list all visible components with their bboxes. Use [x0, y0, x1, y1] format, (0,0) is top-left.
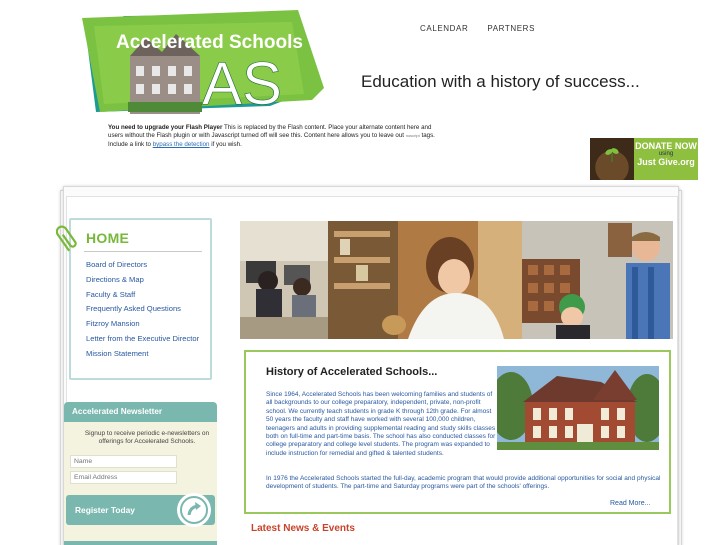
register-today-button[interactable]: [66, 495, 215, 525]
logo-mark: AS: [202, 50, 283, 117]
newsletter-name-input[interactable]: [70, 455, 177, 468]
nav-calendar-link[interactable]: CALENDAR: [420, 24, 469, 33]
bypass-detection-link[interactable]: bypass the detection: [152, 140, 210, 148]
sidebar-link-directions[interactable]: [86, 275, 208, 284]
arrow-up-right-icon: [180, 496, 208, 524]
sidebar-link-label: Directions & Map: [86, 274, 144, 284]
donate-now-banner[interactable]: [590, 138, 698, 180]
teacher-and-student-photo: [522, 221, 673, 339]
flash-notice-text: This is replaced by the Flash content. Place your alternate content here and users without the Flash plugin or with Javascript turned off will see this. Content here allows you to leave out: [108, 124, 432, 140]
flash-notice-text3: if you wish.: [209, 140, 242, 148]
history-paragraph-2: In 1976 the Accelerated Schools started the full-day, academic program that would provide additional opportunities for social and physical development of students. The part-time and Saturday programs were part of the schools' offerings.: [266, 475, 661, 491]
newsletter-title: Accelerated Newsletter: [64, 402, 217, 422]
sidebar-link-board[interactable]: [86, 260, 208, 269]
register-label: Register Today: [75, 505, 135, 515]
sidebar-links: [86, 260, 208, 364]
sidebar-divider: [84, 251, 202, 252]
sidebar-link-faculty[interactable]: [86, 290, 208, 299]
sidebar-link-letter[interactable]: [86, 334, 208, 343]
sprout-icon: [604, 146, 620, 162]
sidebar-link-label: Fitzroy Mansion: [86, 319, 140, 329]
logo-title: Accelerated Schools: [116, 32, 303, 53]
sidebar-link-label: Frequently Asked Questions: [86, 304, 181, 314]
students-at-computers-photo: [240, 221, 328, 339]
sidebar-bottom-bar: [64, 541, 217, 545]
paperclip-icon: [56, 224, 78, 254]
donate-line2: using: [658, 151, 674, 157]
sidebar-link-mission[interactable]: [86, 349, 208, 358]
sidebar-link-faq[interactable]: [86, 304, 208, 313]
girl-with-pottery-photo: [328, 221, 522, 339]
newsletter-email-input[interactable]: [70, 471, 177, 484]
flash-notice-bold: You need to upgrade your Flash Player: [108, 124, 223, 131]
newsletter-description: Signup to receive periodic e-newsletters on offerings for Accelerated Schools.: [84, 430, 210, 446]
flash-notice-text2: tags. Include a link to: [108, 132, 435, 148]
flash-notice-tiny: noscript: [405, 133, 420, 139]
sidebar-link-label: Board of Directors: [86, 260, 148, 269]
sidebar-link-label: Letter from the Executive Director: [86, 333, 200, 343]
donate-line1: DONATE NOW: [635, 141, 697, 151]
top-nav: [420, 24, 535, 33]
read-more-link[interactable]: Read More...: [610, 500, 651, 507]
fitzroy-mansion-photo: [497, 366, 659, 450]
sidebar-link-label: Faculty & Staff: [86, 289, 136, 299]
accelerated-schools-logo[interactable]: [72, 8, 324, 118]
sidebar-home-title[interactable]: HOME: [86, 230, 130, 246]
sidebar-link-mansion[interactable]: [86, 319, 208, 328]
nav-partners-link[interactable]: PARTNERS: [487, 24, 535, 33]
history-paragraph-1: Since 1964, Accelerated Schools has been welcoming families and students of all backgrounds to our college preparatory, independent, private, non-profit school. We currently teach students in grade K through 12th grade. For almost 50 years the faculty and staff have worked with several 100,000 children, teenagers and adults in providing supplemental reading and study skills classes both on full-time and part-time basis. The school has also conducted classes for college preparatory and college level students. The program was expanded to include instruction for remedial and gifted & talented students.: [266, 391, 496, 457]
flash-upgrade-notice: [108, 124, 438, 149]
sidebar-link-label: Mission Statement: [86, 348, 149, 358]
classroom-photo-strip: [240, 221, 673, 339]
history-title: History of Accelerated Schools...: [266, 366, 438, 378]
latest-news-heading: Latest News & Events: [251, 523, 355, 534]
donate-line3: Just Give.org: [637, 157, 695, 167]
register-circle: [177, 493, 211, 527]
tagline: Education with a history of success...: [361, 72, 640, 91]
